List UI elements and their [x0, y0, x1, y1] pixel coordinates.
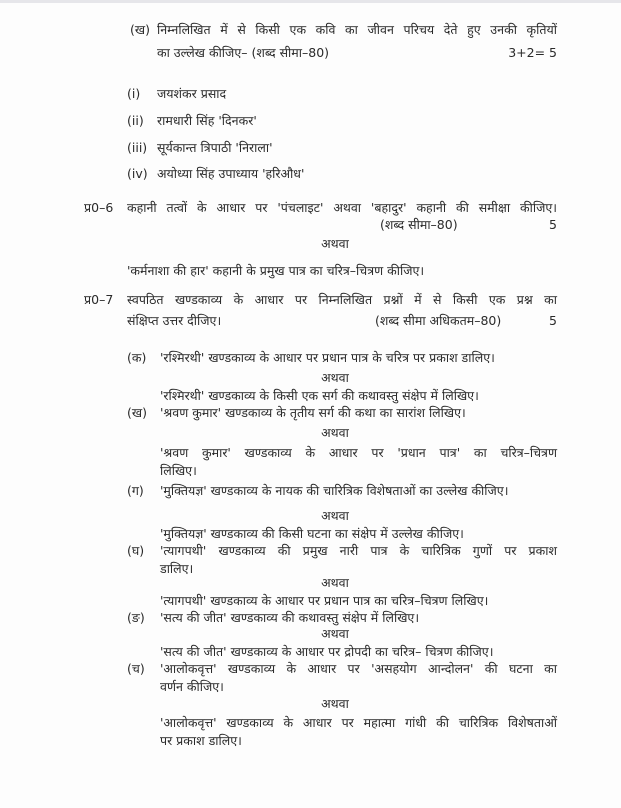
option-text: अयोध्या सिंह उपाध्याय 'हरिऔध': [157, 166, 305, 181]
or-divider: अथवा: [321, 508, 349, 523]
page-top-edge: [0, 0, 621, 3]
part-alt: 'त्यागपथी' खण्डकाव्य के आधार पर प्रधान पात्र का चरित्र–चित्रण लिखिए।: [160, 593, 489, 608]
q6-line1: कहानी तत्वों के आधार पर 'पंचलाइट' अथवा 'बहादुर' कहानी की समीक्षा कीजिए।: [127, 200, 557, 215]
part-label: (घ): [127, 543, 145, 558]
part-question: 'श्रवण कुमार' खण्डकाव्य के तृतीय सर्ग की कथा का सारांश लिखिए।: [160, 405, 466, 420]
part-alt: 'श्रवण कुमार' खण्डकाव्य के आधार पर 'प्रधान पात्र' का चरित्र–चित्रण: [160, 445, 557, 460]
part-question: 'मुक्तियज्ञ' खण्डकाव्य के नायक की चारित्रिक विशेषताओं का उल्लेख कीजिए।: [160, 483, 509, 498]
part-question: 'रश्मिरथी' खण्डकाव्य के आधार पर प्रधान पात्र के चरित्र पर प्रकाश डालिए।: [160, 350, 495, 365]
or-divider: अथवा: [321, 425, 349, 440]
q5b-line1: निम्नलिखित में से किसी एक कवि का जीवन परिचय देते हुए उनकी कृतियों: [157, 22, 557, 37]
q6-marks: 5: [549, 217, 557, 232]
q6-alt: 'कर्मनाशा की हार' कहानी के प्रमुख पात्र का चरित्र–चित्रण कीजिए।: [127, 263, 425, 278]
part-alt: लिखिए।: [160, 463, 197, 478]
q7-marks: 5: [549, 313, 557, 328]
part-label: (ख): [127, 405, 147, 420]
q6-limit: (शब्द सीमा–80): [380, 217, 458, 232]
part-question: डालिए।: [160, 561, 194, 576]
part-alt: 'मुक्तियज्ञ' खण्डकाव्य की किसी घटना का संक्षेप में उल्लेख कीजिए।: [160, 526, 464, 541]
option-text: रामधारी सिंह 'दिनकर': [157, 113, 257, 128]
part-question: वर्णन कीजिए।: [160, 679, 224, 694]
option-text: सूर्यकान्त त्रिपाठी 'निराला': [157, 140, 273, 155]
part-label: (ग): [127, 483, 144, 498]
q5b-marks: 3+2= 5: [508, 45, 557, 60]
part-question: 'त्यागपथी' खण्डकाव्य की प्रमुख नारी पात्र के चारित्रिक गुणों पर प्रकाश: [160, 543, 557, 558]
q5b-line2: का उल्लेख कीजिए– (शब्द सीमा–80): [157, 45, 330, 60]
part-label: (च): [127, 661, 145, 676]
or-divider: अथवा: [321, 370, 349, 385]
q7-line1: स्वपठित खण्डकाव्य के आधार पर निम्नलिखित प्रश्नों में से किसी एक प्रश्न का: [127, 292, 557, 307]
part-alt: पर प्रकाश डालिए।: [160, 733, 242, 748]
part-label: (ङ): [127, 610, 145, 625]
q7-limit: (शब्द सीमा अधिकतम–80): [375, 313, 502, 328]
part-alt: 'रश्मिरथी' खण्डकाव्य के किसी एक सर्ग की कथावस्तु संक्षेप में लिखिए।: [160, 388, 479, 403]
or-divider: अथवा: [321, 696, 349, 711]
part-alt: 'सत्य की जीत' खण्डकाव्य के आधार पर द्रोपदी का चरित्र– चित्रण कीजिए।: [160, 644, 494, 659]
option-text: जयशंकर प्रसाद: [157, 86, 227, 101]
part-label: (क): [127, 350, 147, 365]
part-alt: 'आलोकवृत्त' खण्डकाव्य के आधार पर महात्मा गांधी की चारित्रिक विशेषताओं: [160, 715, 557, 730]
part-question: 'आलोकवृत्त' खण्डकाव्य के आधार पर 'असहयोग आन्दोलन' की घटना का: [160, 661, 557, 676]
q5b-label: (ख): [130, 22, 150, 37]
q6-label: प्र0–6: [84, 200, 114, 215]
option-num: (iii): [127, 140, 148, 155]
option-num: (iv): [127, 166, 148, 181]
or-divider: अथवा: [321, 236, 349, 251]
or-divider: अथवा: [321, 626, 349, 641]
option-num: (i): [127, 86, 141, 101]
q7-label: प्र0–7: [84, 292, 114, 307]
q7-line2: संक्षिप्त उत्तर दीजिए।: [127, 313, 222, 328]
option-num: (ii): [127, 113, 144, 128]
part-question: 'सत्य की जीत' खण्डकाव्य की कथावस्तु संक्षेप में लिखिए।: [160, 610, 420, 625]
or-divider: अथवा: [321, 575, 349, 590]
